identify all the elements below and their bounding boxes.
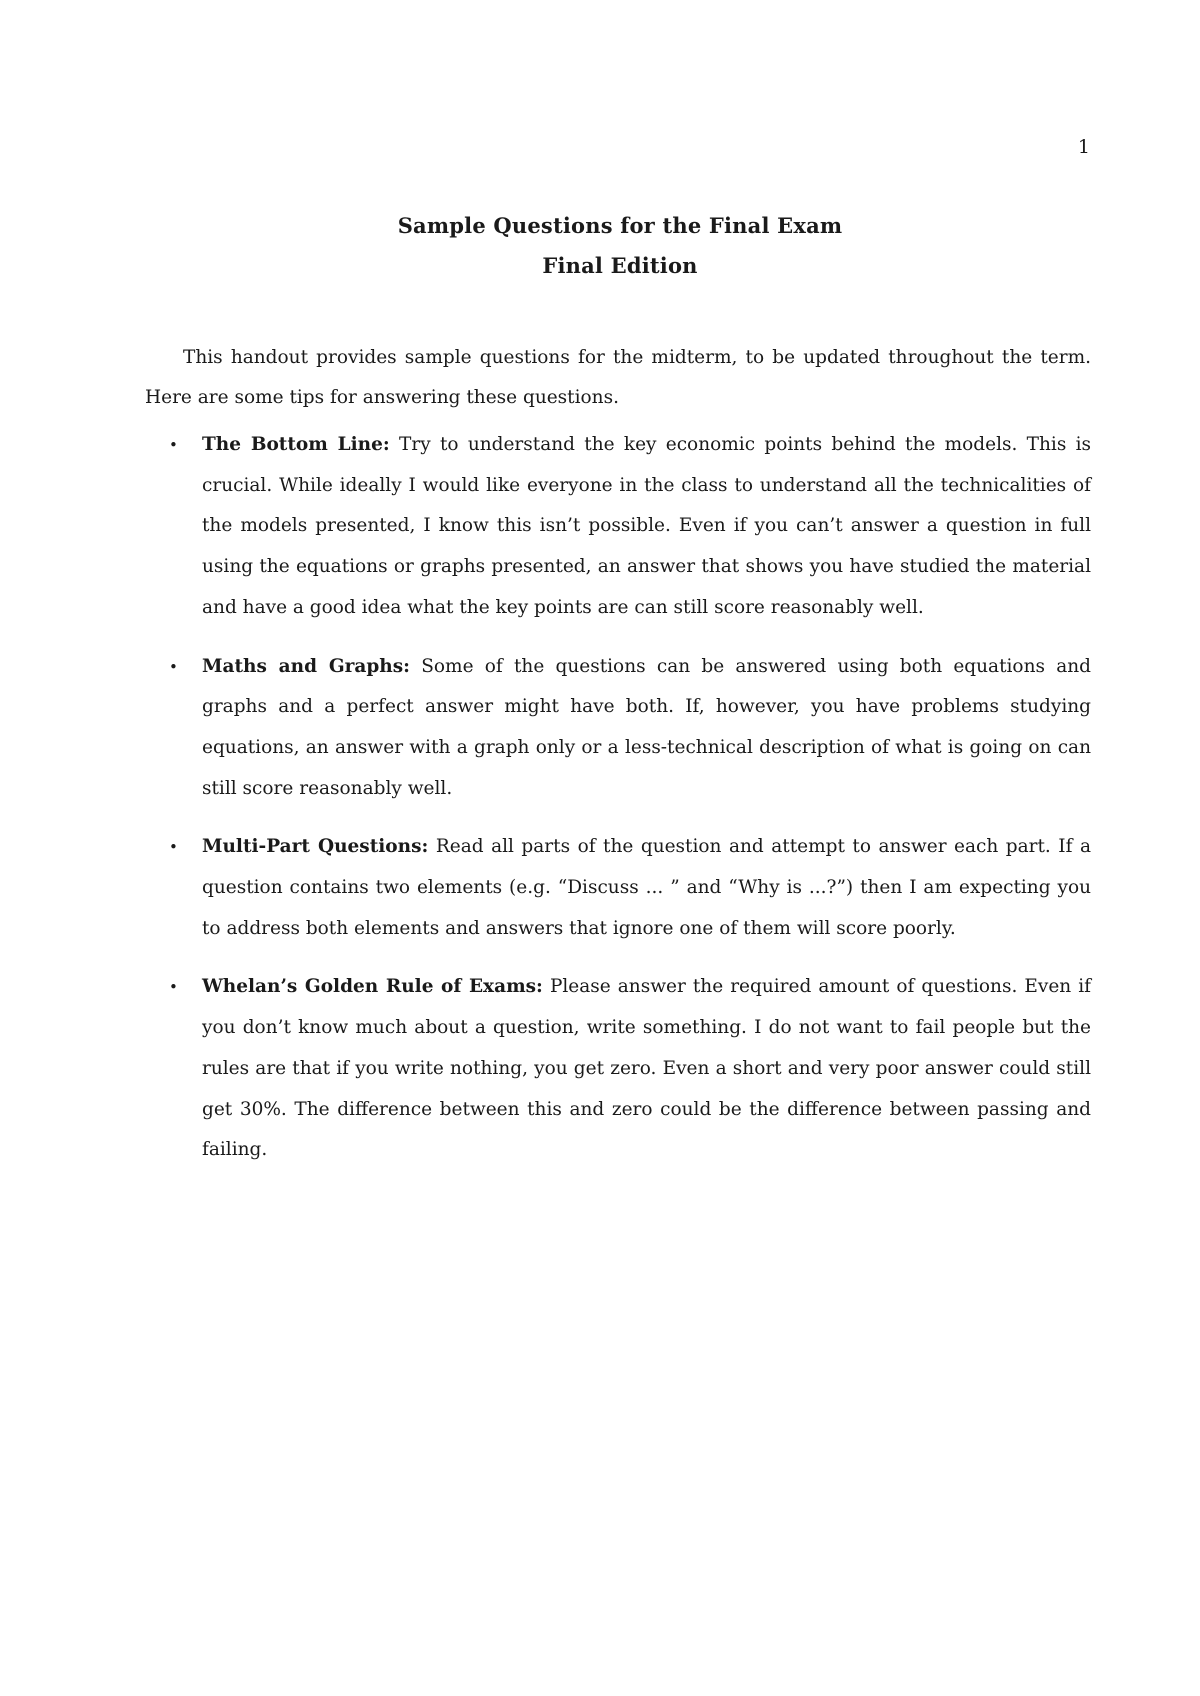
- tip-item: [145, 425, 1091, 629]
- page-number: 1: [1077, 136, 1090, 158]
- intro-paragraph: This handout provides sample questions for the midterm, to be updated throughout the term. Here are some tips for answering these questions.: [145, 346, 1091, 408]
- page-title: Sample Questions for the Final Exam: [397, 213, 843, 238]
- tip-label: The Bottom Line:: [202, 434, 390, 455]
- bullet-icon: •: [169, 436, 178, 454]
- tip-item: [145, 967, 1091, 1171]
- bullet-icon: •: [169, 978, 178, 997]
- tip-label: Maths and Graphs:: [202, 655, 410, 677]
- bullet-icon: •: [169, 838, 178, 857]
- tips-list: [145, 425, 1091, 1189]
- tip-label: Whelan’s Golden Rule of Exams:: [202, 976, 543, 998]
- bullet-icon: •: [169, 657, 178, 676]
- tip-text: Read all parts of the question and attempt to answer each part. If a question contains two elements (e.g. “Discuss ... ” and “Why is ...?”) then I am expecting you to address both elements and answers that ignore one of them will score poorly.: [202, 836, 1091, 939]
- tip-label: Multi-Part Questions:: [202, 836, 429, 858]
- title-block: [0, 206, 1200, 286]
- tip-text: Try to understand the key economic points behind the models. This is crucial. While ideally I would like everyone in the class to understand all the technicalities of the models presented, I know this isn’t possible. Even if you can’t answer a question in full using the equations or graphs presented, an answer that shows you have studied the material and have a good idea what the key points are can still score reasonably well.: [202, 434, 1092, 618]
- tip-text: Please answer the required amount of questions. Even if you don’t know much about a question, write something. I do not want to fail people but the rules are that if you write nothing, you get zero. Even a short and very poor answer could still get 30%. The difference between this and zero could be the difference between passing and failing.: [202, 976, 1091, 1161]
- tip-item: [145, 827, 1091, 949]
- page-subtitle: Final Edition: [542, 253, 698, 278]
- tip-item: [145, 647, 1091, 810]
- tip-text: Some of the questions can be answered using both equations and graphs and a perfect answer might have both. If, however, you have problems studying equations, an answer with a graph only or a less-technical description of what is going on can still score reasonably well.: [202, 655, 1091, 799]
